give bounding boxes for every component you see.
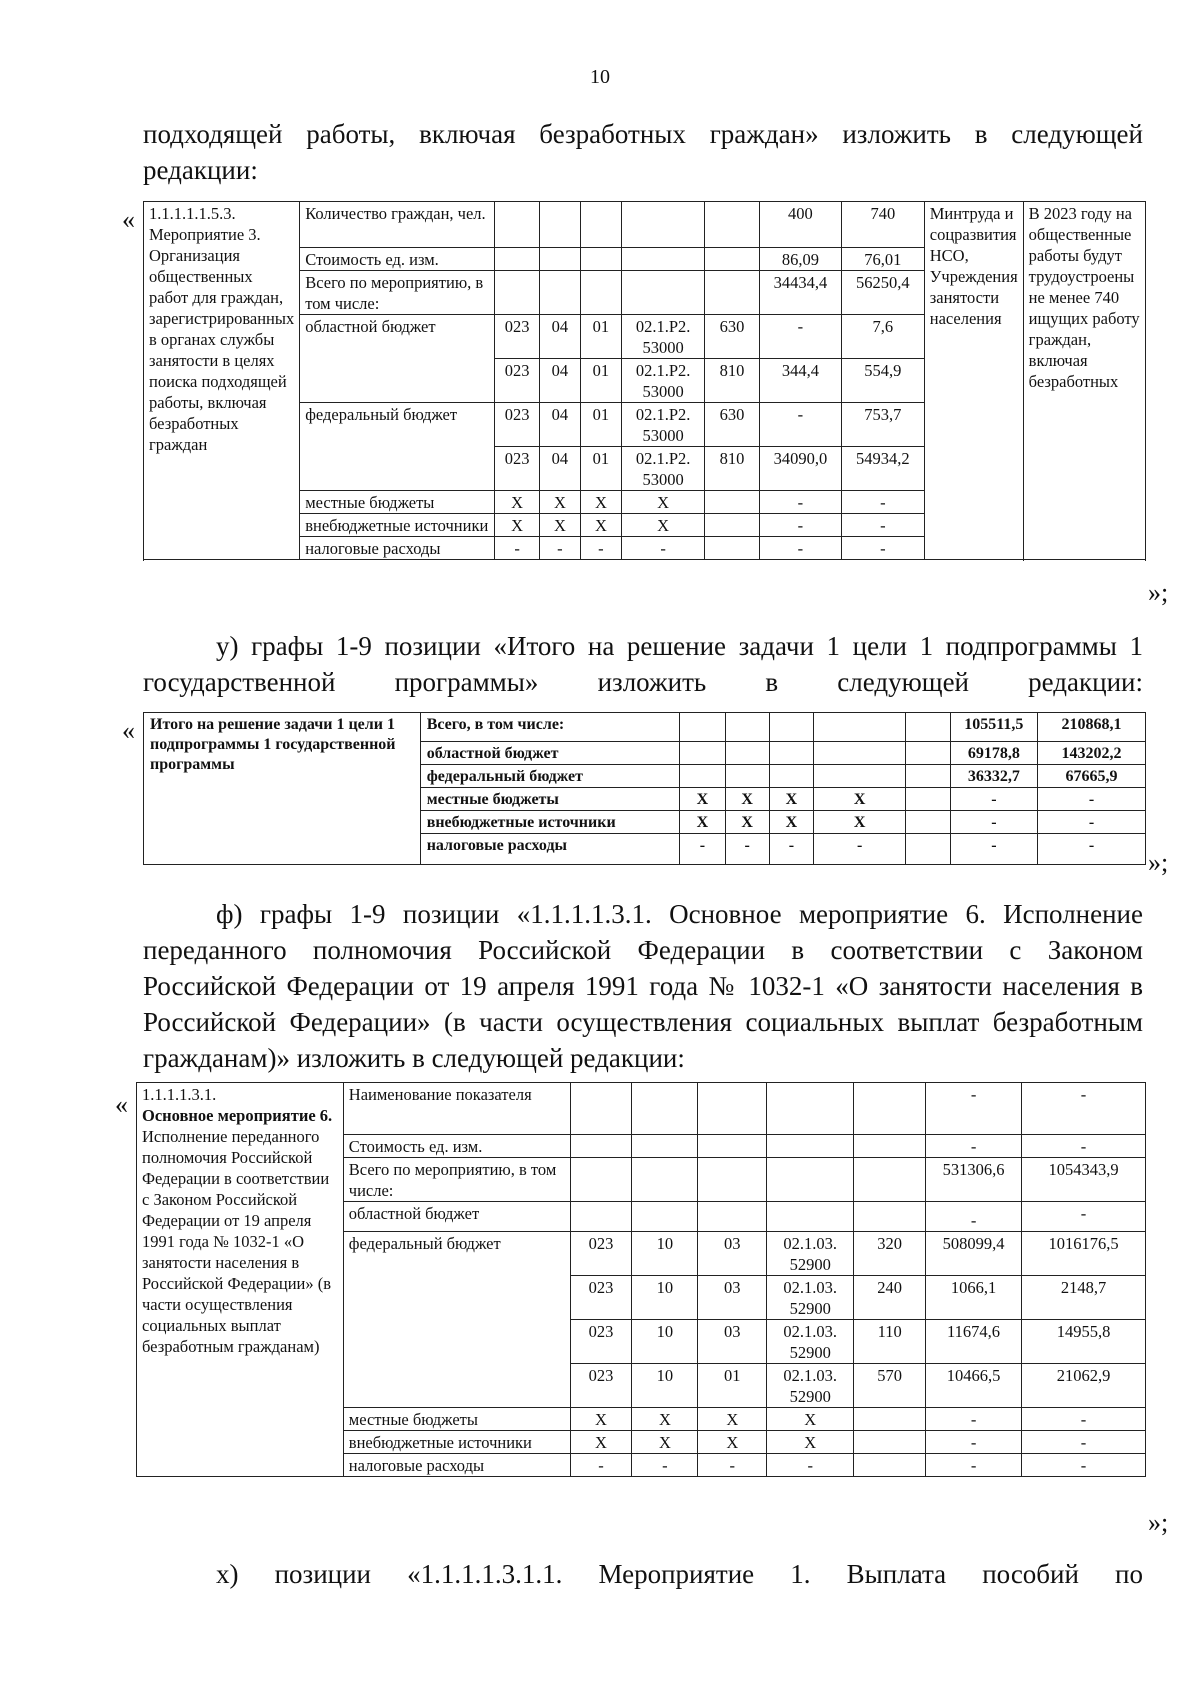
cell-code: 02.1.03. 52900 xyxy=(767,1364,854,1408)
cell-code: - xyxy=(769,834,814,865)
cell-code: - xyxy=(495,537,540,560)
cell-code: 02.1.Р2. 53000 xyxy=(622,315,705,359)
cell-code: - xyxy=(814,834,906,865)
cell-value: - xyxy=(759,514,841,537)
row-label: федеральный бюджет xyxy=(343,1232,570,1408)
cell-value: - xyxy=(1022,1431,1146,1454)
cell-code: Х xyxy=(495,514,540,537)
cell-code: Х xyxy=(680,811,726,834)
cell-code: Х xyxy=(622,491,705,514)
cell-code: 023 xyxy=(495,359,540,403)
cell-value: 508099,4 xyxy=(926,1232,1022,1276)
cell-code: Х xyxy=(680,788,726,811)
cell-value: 34434,4 xyxy=(759,271,841,315)
cell-value: 34090,0 xyxy=(759,447,841,491)
cell-code: 04 xyxy=(540,359,581,403)
row-label: налоговые расходы xyxy=(420,834,679,865)
cell-code: Х xyxy=(767,1408,854,1431)
paragraph-f xyxy=(143,896,1143,1076)
cell-code: 01 xyxy=(580,447,621,491)
cell-value: - xyxy=(841,514,924,537)
paragraph-x xyxy=(143,1556,1143,1592)
measure-6-description: Исполнение переданного полномочия Российской Федерации в соответствии с Законом Российской Федерации от 19 апреля 1991 года № 1032-1 «О занятости населения в Российской Федерации» (в части осуществления социальных выплат безработным гражданам) xyxy=(142,1127,332,1356)
cell-value: 1016176,5 xyxy=(1022,1232,1146,1276)
cell-code: 01 xyxy=(698,1364,767,1408)
cell-value: 10466,5 xyxy=(926,1364,1022,1408)
cell-code: - xyxy=(698,1454,767,1477)
cell-value: 76,01 xyxy=(841,248,924,271)
quote-open-1: « xyxy=(122,205,135,234)
cell-value: - xyxy=(1022,1083,1146,1135)
cell-code: 630 xyxy=(705,403,760,447)
cell-code: 023 xyxy=(495,315,540,359)
cell-code: 10 xyxy=(632,1320,698,1364)
row-label: местные бюджеты xyxy=(343,1408,570,1431)
cell-code: 02.1.Р2. 53000 xyxy=(622,359,705,403)
cell-code: 02.1.Р2. 53000 xyxy=(622,403,705,447)
quote-close-1: »; xyxy=(1148,578,1169,607)
cell-code: 023 xyxy=(570,1364,632,1408)
cell-value: - xyxy=(950,811,1037,834)
cell-code: Х xyxy=(725,788,769,811)
cell-value: - xyxy=(759,491,841,514)
cell-code: 10 xyxy=(632,1232,698,1276)
cell-code: 01 xyxy=(580,315,621,359)
cell-value: - xyxy=(926,1135,1022,1158)
cell-value: 11674,6 xyxy=(926,1320,1022,1364)
cell-code: 240 xyxy=(854,1276,926,1320)
cell-code: Х xyxy=(632,1408,698,1431)
cell-code: - xyxy=(622,537,705,560)
cell-value: - xyxy=(926,1083,1022,1135)
paragraph-x-text: х) позиции «1.1.1.1.3.1.1. Мероприятие 1. Выплата пособий по xyxy=(216,1559,1143,1589)
cell-value: 56250,4 xyxy=(841,271,924,315)
cell-code: Х xyxy=(632,1431,698,1454)
measure-name: 1.1.1.1.1.5.3. Мероприятие 3. Организация общественных работ для граждан, зарегистрированных в органах службы занятости в целях поиска подходящей работы, включая безработных граждан xyxy=(144,202,300,560)
cell-code: Х xyxy=(814,811,906,834)
cell-code: 02.1.Р2. 53000 xyxy=(622,447,705,491)
cell-code: 03 xyxy=(698,1276,767,1320)
cell-value: - xyxy=(1038,834,1146,865)
cell-value: - xyxy=(926,1202,1022,1232)
quote-open-2: « xyxy=(122,716,135,745)
cell-code: Х xyxy=(769,788,814,811)
cell-code: 10 xyxy=(632,1276,698,1320)
cell-value: 86,09 xyxy=(759,248,841,271)
measure-6-title: Основное мероприятие 6. xyxy=(142,1106,333,1125)
cell-value: 69178,8 xyxy=(950,742,1037,765)
cell-code: 10 xyxy=(632,1364,698,1408)
cell-value: - xyxy=(950,834,1037,865)
intro-text: подходящей работы, включая безработных граждан» изложить в следующей редакции: xyxy=(143,119,1143,185)
cell-value: 740 xyxy=(841,202,924,248)
cell-value: - xyxy=(1038,811,1146,834)
cell-value: 344,4 xyxy=(759,359,841,403)
page-number: 10 xyxy=(590,66,610,88)
row-label: федеральный бюджет xyxy=(300,403,495,491)
cell-value: 531306,6 xyxy=(926,1158,1022,1202)
cell-value: - xyxy=(841,537,924,560)
cell-value: 105511,5 xyxy=(950,713,1037,742)
cell-value: - xyxy=(1022,1135,1146,1158)
quote-close-3: »; xyxy=(1148,1508,1169,1537)
cell-value: 210868,1 xyxy=(1038,713,1146,742)
row-label: областной бюджет xyxy=(420,742,679,765)
cell-value: 554,9 xyxy=(841,359,924,403)
cell-value: 400 xyxy=(759,202,841,248)
cell-value: - xyxy=(926,1431,1022,1454)
paragraph-f-text: ф) графы 1-9 позиции «1.1.1.1.3.1. Основное мероприятие 6. Исполнение переданного полномочия Российской Федерации в соответствии с Законом Российской Федерации от 19 апреля 1991 года № 1032-1 «О занятости населения в Российской Федерации» (в части осуществления социальных выплат безработным гражданам)» изложить в следующей редакции: xyxy=(143,899,1143,1073)
cell-code: 04 xyxy=(540,447,581,491)
cell-code: 023 xyxy=(495,403,540,447)
row-label: внебюджетные источники xyxy=(300,514,495,537)
cell-code: 02.1.03. 52900 xyxy=(767,1276,854,1320)
cell-value: 7,6 xyxy=(841,315,924,359)
cell-value: 14955,8 xyxy=(1022,1320,1146,1364)
cell-code: 01 xyxy=(580,403,621,447)
cell-code: 03 xyxy=(698,1320,767,1364)
cell-code: Х xyxy=(570,1408,632,1431)
cell-value: 1054343,9 xyxy=(1022,1158,1146,1202)
cell-code: 023 xyxy=(570,1232,632,1276)
cell-value: 143202,2 xyxy=(1038,742,1146,765)
cell-value: - xyxy=(1022,1202,1146,1232)
row-label: Всего по мероприятию, в том числе: xyxy=(300,271,495,315)
cell-code: 630 xyxy=(705,315,760,359)
row-label: Количество граждан, чел. xyxy=(300,202,495,248)
row-label: местные бюджеты xyxy=(300,491,495,514)
cell-code: Х xyxy=(570,1431,632,1454)
cell-code: 810 xyxy=(705,447,760,491)
cell-code: 023 xyxy=(570,1276,632,1320)
cell-code: Х xyxy=(540,514,581,537)
cell-value: - xyxy=(926,1408,1022,1431)
cell-code: 570 xyxy=(854,1364,926,1408)
cell-code: 01 xyxy=(580,359,621,403)
cell-value: - xyxy=(1038,788,1146,811)
table-main-measure-6 xyxy=(136,1082,1146,1477)
cell-code: Х xyxy=(769,811,814,834)
cell-value: - xyxy=(926,1454,1022,1477)
cell-code: 320 xyxy=(854,1232,926,1276)
row-label: Стоимость ед. изм. xyxy=(343,1135,570,1158)
cell-code: 04 xyxy=(540,403,581,447)
cell-value: - xyxy=(1022,1408,1146,1431)
quote-close-2: »; xyxy=(1148,848,1169,877)
intro-paragraph xyxy=(143,116,1143,188)
cell-value: 2148,7 xyxy=(1022,1276,1146,1320)
cell-value: - xyxy=(759,537,841,560)
quote-open-3: « xyxy=(115,1090,128,1119)
cell-code: - xyxy=(540,537,581,560)
cell-value: 1066,1 xyxy=(926,1276,1022,1320)
table-total-task-1 xyxy=(143,712,1146,865)
row-label: налоговые расходы xyxy=(300,537,495,560)
cell-value: 54934,2 xyxy=(841,447,924,491)
cell-value: 36332,7 xyxy=(950,765,1037,788)
row-label: налоговые расходы xyxy=(343,1454,570,1477)
cell-code: 03 xyxy=(698,1232,767,1276)
cell-code: Х xyxy=(540,491,581,514)
cell-code: Х xyxy=(580,491,621,514)
cell-code: - xyxy=(680,834,726,865)
cell-code: Х xyxy=(814,788,906,811)
cell-code: - xyxy=(767,1454,854,1477)
row-label: внебюджетные источники xyxy=(343,1431,570,1454)
cell-code: Х xyxy=(622,514,705,537)
row-label: Всего по мероприятию, в том числе: xyxy=(343,1158,570,1202)
row-label: Наименование показателя xyxy=(343,1083,570,1135)
cell-code: - xyxy=(725,834,769,865)
measure-6-name xyxy=(137,1083,344,1477)
cell-code: 810 xyxy=(705,359,760,403)
paragraph-u xyxy=(143,628,1143,700)
cell-code: 02.1.03. 52900 xyxy=(767,1232,854,1276)
cell-code: Х xyxy=(698,1408,767,1431)
cell-value: - xyxy=(759,403,841,447)
cell-value: - xyxy=(759,315,841,359)
cell-code: Х xyxy=(725,811,769,834)
cell-code: - xyxy=(570,1454,632,1477)
row-label: областной бюджет xyxy=(300,315,495,403)
row-label: внебюджетные источники xyxy=(420,811,679,834)
cell-code: Х xyxy=(698,1431,767,1454)
cell-code: 02.1.03. 52900 xyxy=(767,1320,854,1364)
cell-value: - xyxy=(841,491,924,514)
cell-code: 023 xyxy=(570,1320,632,1364)
cell-value: 753,7 xyxy=(841,403,924,447)
row-label: Всего, в том числе: xyxy=(420,713,679,742)
row-label: Стоимость ед. изм. xyxy=(300,248,495,271)
cell-code: Х xyxy=(495,491,540,514)
table-measure-3 xyxy=(143,201,1146,560)
cell-code: - xyxy=(632,1454,698,1477)
cell-value: 67665,9 xyxy=(1038,765,1146,788)
expected-result: В 2023 году на общественные работы будут трудоустроены не менее 740 ищущих работу граждан, включая безработных xyxy=(1023,202,1145,560)
cell-code: Х xyxy=(767,1431,854,1454)
cell-code: - xyxy=(580,537,621,560)
executor: Минтруда и соцразвития НСО, Учреждения занятости населения xyxy=(924,202,1023,560)
row-label: федеральный бюджет xyxy=(420,765,679,788)
row-label: областной бюджет xyxy=(343,1202,570,1232)
total-name: Итого на решение задачи 1 цели 1 подпрограммы 1 государственной программы xyxy=(144,713,421,865)
paragraph-u-text: у) графы 1-9 позиции «Итого на решение задачи 1 цели 1 подпрограммы 1 государственной программы» изложить в следующей редакции: xyxy=(143,631,1143,697)
cell-code: Х xyxy=(580,514,621,537)
cell-code: 04 xyxy=(540,315,581,359)
cell-value: 21062,9 xyxy=(1022,1364,1146,1408)
cell-code: 110 xyxy=(854,1320,926,1364)
cell-value: - xyxy=(1022,1454,1146,1477)
measure-6-code: 1.1.1.1.3.1. xyxy=(142,1085,217,1104)
row-label: местные бюджеты xyxy=(420,788,679,811)
cell-value: - xyxy=(950,788,1037,811)
cell-code: 023 xyxy=(495,447,540,491)
